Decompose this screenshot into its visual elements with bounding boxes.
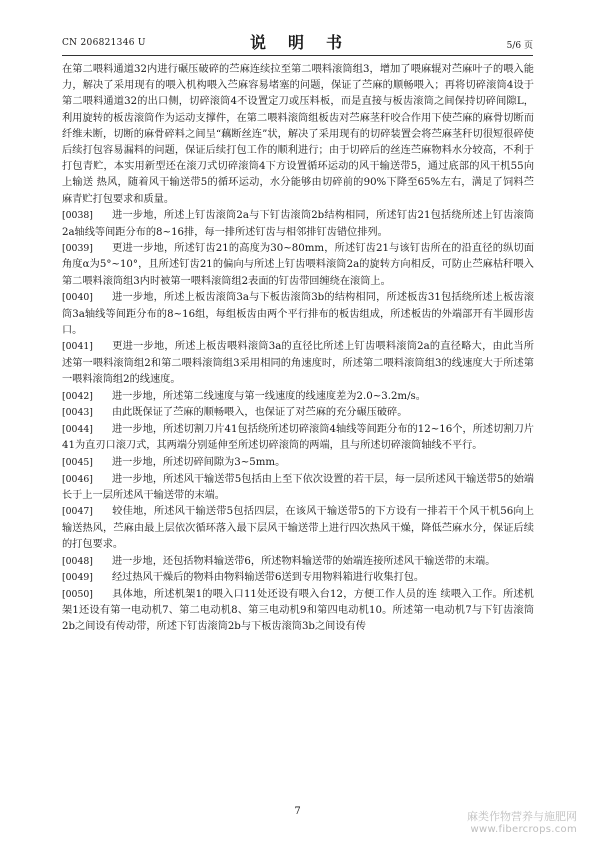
paragraph: [62, 455, 534, 471]
watermark-name: 麻类作物营养与施肥网: [467, 810, 577, 823]
paragraph-text: 进一步地，所述第二线速度与第一线速度的线速度差为2.0~3.2m/s。: [112, 390, 426, 402]
paragraph: [62, 405, 534, 421]
paragraph-text: 进一步地，所述切割刀片41包括绕所述切碎滚筒4轴线等间距分布的12~16个，所述切割刀片41为直刃口滚刀式，其两端分别延伸至所述切碎滚筒的两端，且与所述切碎滚筒轴线不平行。: [62, 423, 534, 452]
paragraph-number: [0046]: [62, 473, 93, 485]
paragraph: [62, 389, 534, 405]
paragraph: [62, 290, 534, 339]
paragraph-number: [0041]: [62, 341, 93, 353]
paragraph: [62, 241, 534, 290]
paragraph-text: 经过热风干燥后的物料由物料输送带6送到专用物料箱进行收集打包。: [112, 572, 425, 584]
paragraph-number: [0047]: [62, 506, 93, 518]
paragraph: [62, 208, 534, 240]
paragraph-number: [0038]: [62, 210, 93, 222]
paragraph-number: [0043]: [62, 407, 93, 419]
paragraph: [62, 570, 534, 586]
paragraph-number: [0039]: [62, 243, 93, 255]
paragraph-text: 更进一步地，所述上板齿喂料滚筒3a的直径比所述上钉齿喂料滚筒2a的直径略大，由此当所述第一喂料滚筒组2和第二喂料滚筒组3采用相同的角速度时，所述第二喂料滚筒组3的线速度大于所述第一喂料滚筒组2的线速度。: [62, 341, 534, 385]
paragraph-number: [0042]: [62, 390, 93, 402]
paragraph-text: 在第二喂料通道32内进行碾压破碎的苎麻连续拉至第二喂料滚筒组3，增加了喂麻辊对苎麻叶子的喂入能力，解决了采用现有的喂入机构喂入苎麻容易堵塞的问题，保证了苎麻的顺畅喂入；再将切碎滚筒4设于第二喂料通道32的出口侧，切碎滚筒4不设置定刀或压料板，而是直接与板齿滚筒之间保持切碎间隙L，利用旋转的板齿滚筒作为运动支撑件，在第二喂料滚筒组板齿对苎麻茎秆咬合作用下使苎麻的麻骨切断而纤维未断，切断的麻骨碎料之间呈“藕断丝连”状，解决了采用现有的切碎装置会将苎麻茎秆切很短很碎使后续打包容易漏料的问题，保证后续打包工作的顺利进行；由于切碎后的丝连苎麻物料水分较高，不利于打包青贮，本实用新型还在滚刀式切碎滚筒4下方设置循环运动的风干输送带5，通过底部的风干机55向上输送 热风，随着风干输送带5的循环运动，水分能够由切碎前的90%下降至65%左右，满足了饲料苎麻青贮打包要求和质量。: [62, 64, 534, 205]
page-indicator: 5/6 页: [506, 41, 533, 51]
page-header: [62, 30, 533, 52]
paragraph-number: [0048]: [62, 555, 93, 567]
watermark: [467, 810, 577, 836]
paragraph-number: [0040]: [62, 292, 93, 304]
paragraph-text: 进一步地，所述上板齿滚筒3a与下板齿滚筒3b的结构相同，所述板齿31包括绕所述上板齿滚筒3a轴线等间距分布的8~16组，每组板齿由两个平行排布的板齿组成，所述板齿的外端部开有半圆形齿口。: [62, 292, 534, 336]
patent-number: CN 206821346 U: [62, 38, 146, 48]
watermark-url: www.fibercrops.com: [470, 824, 577, 835]
paragraph-number: [0049]: [62, 572, 93, 584]
document-body: [62, 62, 534, 636]
paragraph-text: 具体地，所述机架1的喂入口11处还设有喂入台12，方便工作人员的连 续喂入工作。所述机架1还设有第一电动机7、第二电动机8、第三电动机9和第四电动机10。所述第一电动机7与下钉齿滚筒2b之间设有传动带，所述下钉齿滚筒2b与下板齿滚筒3b之间设有传: [62, 589, 534, 633]
paragraph-number: [0050]: [62, 589, 93, 600]
paragraph-number: [0044]: [62, 423, 93, 435]
paragraph-text: 更进一步地，所述钉齿21的高度为30~80mm，所述钉齿21与该钉齿所在的沿直径的纵切面角度α为5°~10°，且所述钉齿21的偏向与所述上钉齿喂料滚筒2a的旋转方向相反，可防止苎麻枯秆喂入第二喂料滚筒组3内时被第一喂料滚筒组2表面的钉齿带回缠绕在滚筒上。: [62, 243, 534, 287]
paragraph-text: 由此既保证了苎麻的顺畅喂入，也保证了对苎麻的充分碾压破碎。: [112, 407, 408, 419]
paragraph: [62, 554, 534, 570]
page-number: 7: [294, 806, 301, 817]
paragraph-number: [0045]: [62, 456, 93, 468]
document-title: 说 明 书: [249, 33, 345, 52]
paragraph-text: 进一步地，所述上钉齿滚筒2a与下钉齿滚筒2b结构相同，所述钉齿21包括绕所述上钉齿滚筒2a轴线等间距分布的8~16排，每一排所述钉齿与相邻排钉齿错位排列。: [62, 210, 534, 238]
paragraph: [62, 62, 534, 208]
paragraph: [62, 339, 534, 388]
paragraph-text: 较佳地，所述风干输送带5包括四层，在该风干输送带5的下方设有一排若干个风干机56向上输送热风，苎麻由最上层依次循环落入最下层风干输送带上进行四次热风干燥，降低苎麻水分，保证后续的打包要求。: [62, 506, 534, 550]
header-divider: [62, 55, 533, 56]
paragraph: [62, 422, 534, 454]
paragraph-text: 进一步地，还包括物料输送带6，所述物料输送带的始端连接所述风干输送带的末端。: [112, 555, 496, 567]
paragraph: [62, 472, 534, 504]
paragraph: [62, 504, 534, 553]
paragraph-text: 进一步地，所述切碎间隙为3~5mm。: [112, 456, 286, 468]
paragraph-text: 进一步地，所述风干输送带5包括由上至下依次设置的若干层，每一层所述风干输送带5的始端长于上一层所述风干输送带的末端。: [62, 473, 534, 501]
paragraph: [62, 587, 534, 636]
